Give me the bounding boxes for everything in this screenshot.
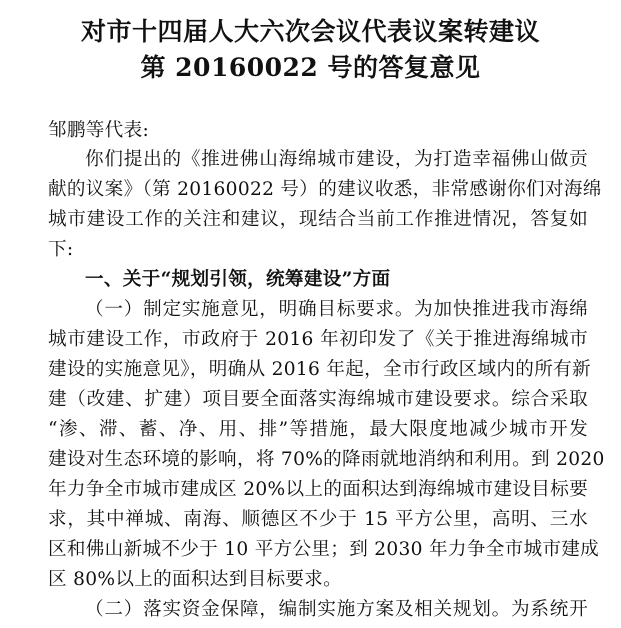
paragraph-line: 城市建设工作，市政府于 2016 年初印发了《关于推进海绵城市	[48, 329, 588, 350]
paragraph-line: 区 80%以上的面积达到目标要求。	[48, 569, 343, 590]
paragraph-line: 求，其中禅城、南海、顺德区不少于 15 平方公里，高明、三水	[48, 509, 588, 530]
paragraph-line: 献的议案》（第 20160022 号）的建议收悉，非常感谢你们对海绵	[48, 179, 602, 200]
salutation: 邹鹏等代表:	[48, 120, 150, 141]
paragraph-line: “渗、滞、蓄、净、用、排”等措施，最大限度地减少城市开发	[48, 419, 588, 440]
paragraph-line: 城市建设工作的关注和建议，现结合当前工作推进情况，答复如	[48, 209, 588, 230]
section-heading: 一、关于“规划引领，统筹建设”方面	[85, 269, 391, 290]
paragraph-line: 区和佛山新城不少于 10 平方公里；到 2030 年力争全市城市建成	[48, 539, 600, 560]
paragraph-line: 建设对生态环境的影响，将 70%的降雨就地消纳和利用。到 2020	[48, 449, 605, 470]
paragraph-line: （二）落实资金保障，编制实施方案及相关规划。为系统开	[85, 599, 588, 620]
document-title-line-1: 对市十四届人大六次会议代表议案转建议	[80, 17, 540, 46]
paragraph-line: 你们提出的《推进佛山海绵城市建设，为打造幸福佛山做贡	[85, 149, 588, 170]
paragraph-line: 建设的实施意见》，明确从 2016 年起，全市行政区域内的所有新	[48, 359, 591, 380]
paragraph-line: （一）制定实施意见，明确目标要求。为加快推进我市海绵	[85, 299, 588, 320]
document-title-line-2: 第 20160022 号的答复意见	[140, 53, 481, 82]
paragraph-line: 下:	[48, 239, 74, 260]
paragraph-line: 年力争全市城市建成区 20%以上的面积达到海绵城市建设目标要	[48, 479, 588, 500]
paragraph-line: 建（改建、扩建）项目要全面落实海绵城市建设要求。综合采取	[48, 389, 588, 410]
